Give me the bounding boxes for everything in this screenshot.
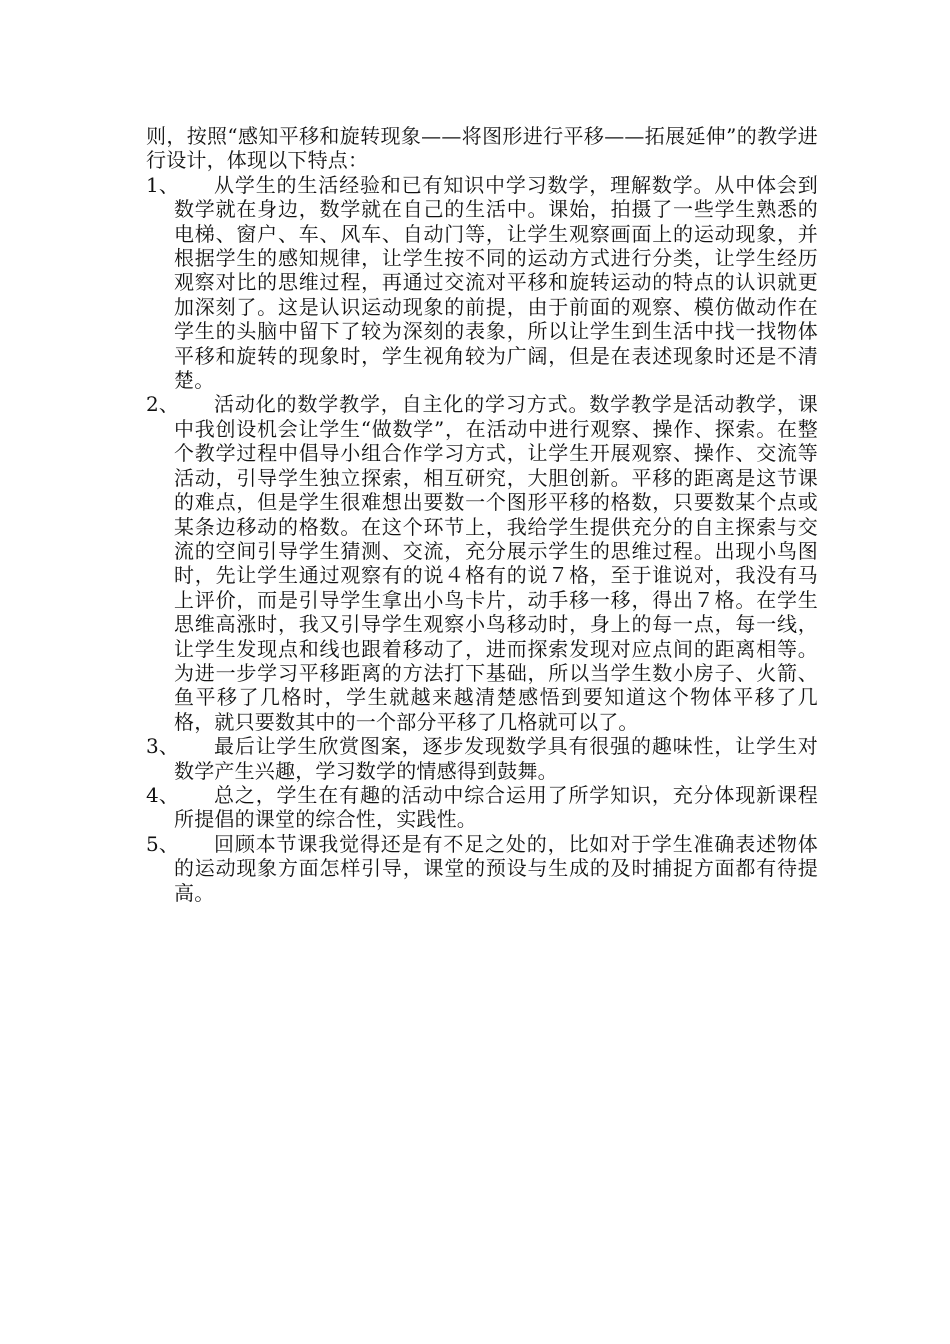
- list-item-2: [146, 392, 818, 734]
- list-marker: 4、: [146, 782, 180, 807]
- list-item-5: [146, 832, 818, 905]
- list-item-text: 回顾本节课我觉得还是有不足之处的，比如对于学生准确表述物体的运动现象方面怎样引导，课堂的预设与生成的及时捕捉方面都有待提高。: [174, 831, 818, 905]
- list-item-3: [146, 734, 818, 783]
- list-item-text: 最后让学生欣赏图案，逐步发现数学具有很强的趣味性，让学生对数学产生兴趣，学习数学的情感得到鼓舞。: [174, 734, 818, 783]
- list-item-1: [146, 173, 818, 393]
- list-item-text: 从学生的生活经验和已有知识中学习数学，理解数学。从中体会到数学就在身边，数学就在自己的生活中。课始，拍摄了一些学生熟悉的电梯、窗户、车、风车、自动门等，让学生观察画面上的运动现象，并根据学生的感知规律，让学生按不同的运动方式进行分类，让学生经历观察对比的思维过程，再通过交流对平移和旋转运动的特点的认识就更加深刻了。这是认识运动现象的前提，由于前面的观察、模仿做动作在学生的头脑中留下了较为深刻的表象，所以让学生到生活中找一找物体平移和旋转的现象时，学生视角较为广阔，但是在表述现象时还是不清楚。: [174, 172, 818, 393]
- list-item-text: 活动化的数学教学，自主化的学习方式。数学教学是活动教学，课中我创设机会让学生“做数学”，在活动中进行观察、操作、探索。在整个教学过程中倡导小组合作学习方式，让学生开展观察、操作、交流等活动，引导学生独立探索，相互研究，大胆创新。平移的距离是这节课的难点，但是学生很难想出要数一个图形平移的格数，只要数某个点或某条边移动的格数。在这个环节上，我给学生提供充分的自主探索与交流的空间引导学生猜测、交流，充分展示学生的思维过程。出现小鸟图时，先让学生通过观察有的说４格有的说７格，至于谁说对，我没有马上评价，而是引导学生拿出小鸟卡片，动手移一移，得出７格。在学生思维高涨时，我又引导学生观察小鸟移动时，身上的每一点，每一线，让学生发现点和线也跟着移动了，进而探索发现对应点间的距离相等。为进一步学习平移距离的方法打下基础，所以当学生数小房子、火箭、鱼平移了几格时，学生就越来越清楚感悟到要知道这个物体平移了几格，就只要数其中的一个部分平移了几格就可以了。: [174, 392, 818, 734]
- list-marker: 2、: [146, 392, 180, 417]
- list-marker: 1、: [146, 172, 180, 197]
- document-body: [146, 124, 818, 905]
- list-item-text: 总之，学生在有趣的活动中综合运用了所学知识，充分体现新课程所提倡的课堂的综合性，实践性。: [174, 782, 818, 832]
- intro-paragraph: 则，按照“感知平移和旋转现象——将图形进行平移——拓展延伸”的教学进行设计，体现以下特点：: [146, 124, 818, 173]
- list-marker: 5、: [146, 831, 180, 856]
- list-marker: 3、: [146, 734, 180, 759]
- list-item-4: [146, 783, 818, 832]
